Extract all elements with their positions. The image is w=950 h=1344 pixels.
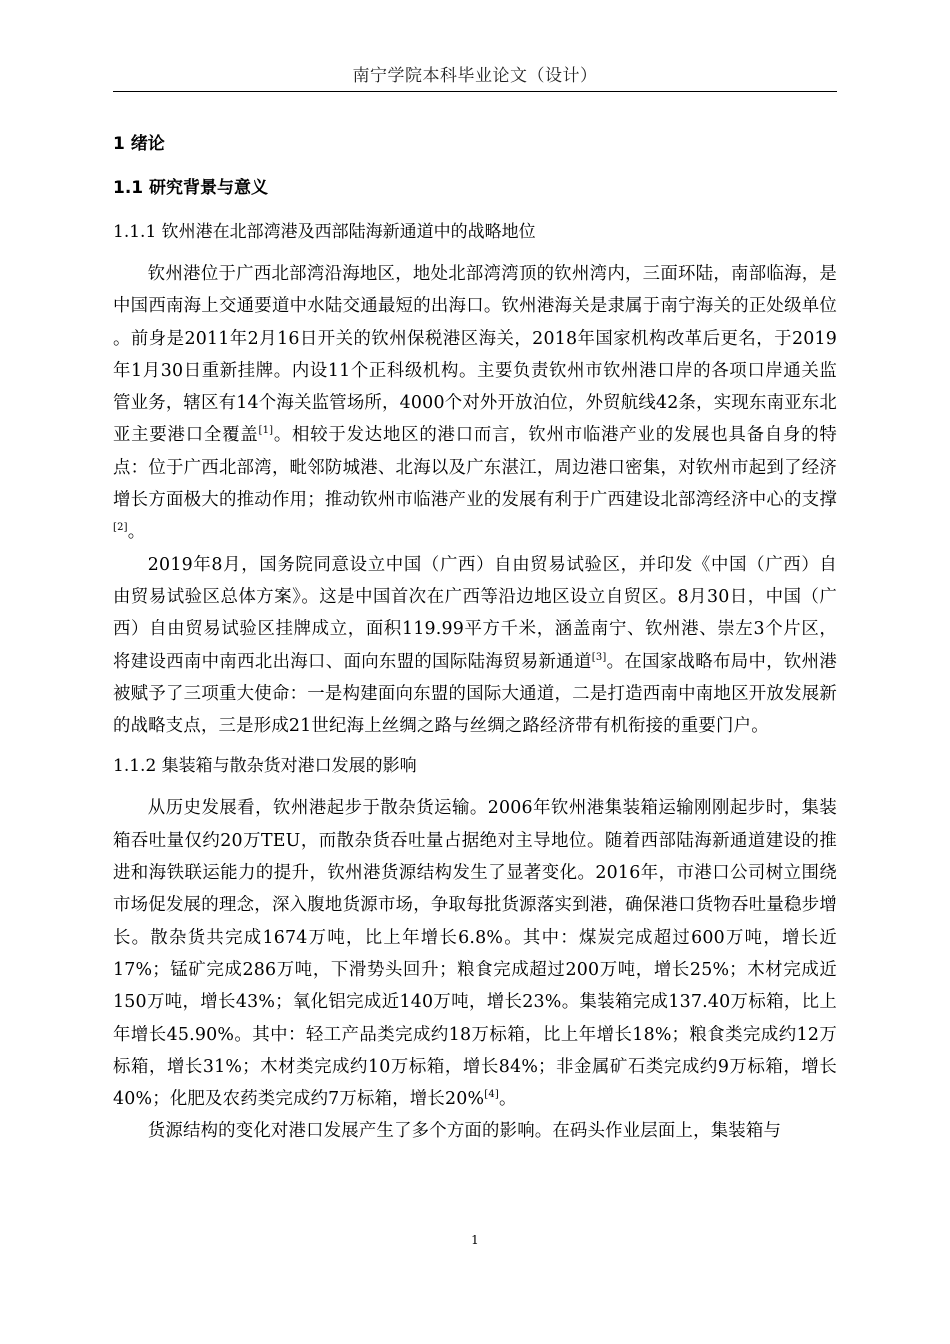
paragraph-3 (113, 792, 837, 1115)
section-heading: 1.1 研究背景与意义 (113, 178, 269, 198)
paragraph-1-text-c: 。 (127, 522, 146, 543)
citation-1: [1] (258, 425, 274, 437)
subsection-heading-1: 1.1.1 钦州港在北部湾港及西部陆海新通道中的战略地位 (113, 222, 536, 242)
paragraph-3-text-b: 。 (499, 1089, 517, 1110)
paragraph-1-text-a: 钦州港位于广西北部湾沿海地区，地处北部湾湾顶的钦州湾内，三面环陆，南部临海，是中国西南海上交通要道中水陆交通最短的出海口。钦州港海关是隶属于南宁海关的正处级单位 。前身是2011年2月16日开关的钦州保税港区海关，2018年国家机构改革后更名，于2019年1月30日重新挂牌。内设11个正科级机构。主要负责钦州市钦州港口岸的各项口岸通关监管业务，辖区有14个海关监管场所，4000个对外开放泊位，外贸航线42条，实现东南亚东北亚主要港口全覆盖 (113, 264, 837, 446)
page-number: 1 (471, 1233, 479, 1247)
paragraph-4-text-a: 货源结构的变化对港口发展产生了多个方面的影响。在码头作业层面上，集装箱与 (147, 1121, 782, 1142)
citation-4: [4] (484, 1089, 499, 1101)
paragraph-3-text-a: 从历史发展看，钦州港起步于散杂货运输。2006年钦州港集装箱运输刚刚起步时，集装箱吞吐量仅约20万TEU，而散杂货吞吐量占据绝对主导地位。随着西部陆海新通道建设的推进和海铁联运能力的提升，钦州港货源结构发生了显著变化。2016年，市港口公司树立围绕市场促发展的理念，深入腹地货源市场，争取每批货源落实到港，确保港口货物吞吐量稳步增长。散杂货共完成1674万吨，比上年增长6.8%。其中：煤炭完成超过600万吨，增长近17%；锰矿完成286万吨，下滑势头回升；粮食完成超过200万吨，增长25%；木材完成近150万吨，增长43%；氧化铝完成近140万吨，增长23%。集装箱完成137.40万标箱，比上年增长45.90%。其中：轻工产品类完成约18万标箱，比上年增长18%；粮食类完成约12万标箱，增长31%；木材类完成约10万标箱，增长84%；非金属矿石类完成约9万标箱，增长40%；化肥及农药类完成约7万标箱，增长20% (113, 798, 837, 1110)
paragraph-1-text-b: 。相较于发达地区的港口而言，钦州市临港产业的发展也具备自身的特点：位于广西北部湾，毗邻防城港、北海以及广东湛江，周边港口密集，对钦州市起到了经济增长方面极大的推动作用；推动钦州市临港产业的发展有利于广西建设北部湾经济中心的支撑 (113, 425, 837, 511)
subsection-heading-2: 1.1.2 集装箱与散杂货对港口发展的影响 (113, 756, 417, 777)
citation-2: [2] (113, 522, 128, 534)
page-header-title: 南宁学院本科毕业论文（设计） (352, 66, 598, 86)
paragraph-2 (113, 549, 837, 743)
document-body (113, 130, 837, 1148)
paragraph-1 (113, 258, 837, 549)
citation-3: [3] (591, 651, 607, 663)
header-rule (113, 91, 837, 92)
paragraph-2-text-a: 2019年8月，国务院同意设立中国（广西）自由贸易试验区，并印发《中国（广西）自由贸易试验区总体方案》。这是中国首次在广西等沿边地区设立自贸区。8月30日，中国（广西）自由贸易试验区挂牌成立，面积119.99平方千米，涵盖南宁、钦州港、崇左3个片区，将建设西南中南西北出海口、面向东盟的国际陆海贸易新通道 (113, 554, 837, 672)
chapter-heading: 1 绪论 (113, 134, 165, 154)
paragraph-4 (113, 1115, 837, 1147)
paragraph-2-text-b: 。在国家战略布局中，钦州港被赋予了三项重大使命：一是构建面向东盟的国际大通道，二是打造西南中南地区开放发展新的战略支点，三是形成21世纪海上丝绸之路与丝绸之路经济带有机衔接的重要门户。 (113, 651, 837, 737)
